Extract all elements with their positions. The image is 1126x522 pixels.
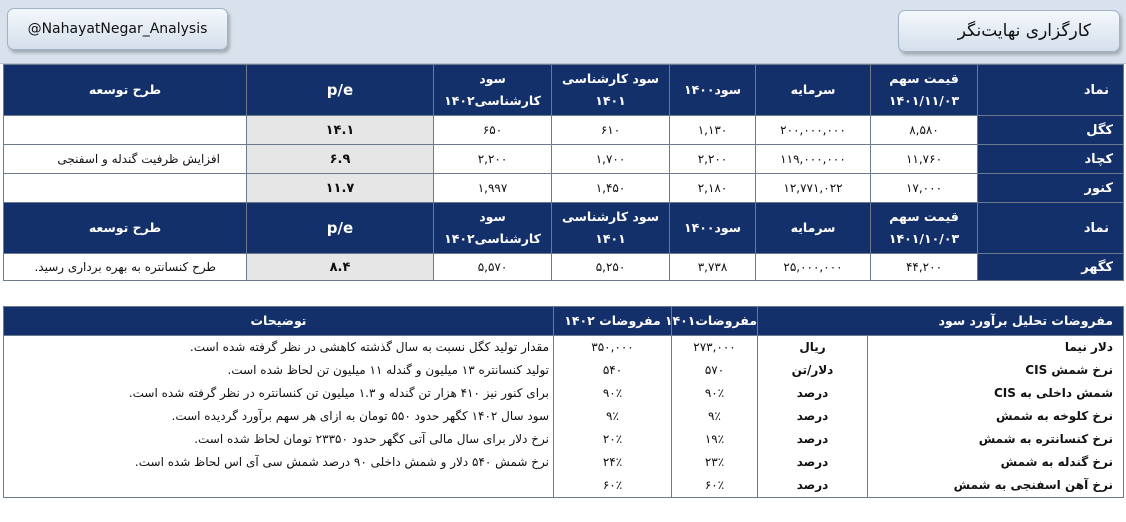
col-header-a1402: مفروضات ۱۴۰۲	[554, 307, 672, 336]
unit-cell: دلار/تن	[758, 359, 868, 382]
note-cell: مقدار تولید کگل نسبت به سال گذشته کاهشی در نظر گرفته شده است.	[4, 336, 554, 359]
note-cell: تولید کنسانتره ۱۳ میلیون و گندله ۱۱ میلیون تن لحاظ شده است.	[4, 359, 554, 382]
price-cell: ۴۴,۲۰۰	[871, 254, 978, 281]
assumption-label: نرخ کلوخه به شمش	[868, 405, 1124, 428]
title-bar	[0, 0, 1126, 64]
note-cell	[4, 474, 554, 498]
unit-cell: درصد	[758, 474, 868, 498]
price-cell: ۸,۵۸۰	[871, 116, 978, 145]
col-header-capital: سرمایه	[756, 203, 871, 254]
e1401-cell: ۵,۲۵۰	[552, 254, 670, 281]
table-row	[4, 428, 1124, 451]
pe-cell: ۱۴.۱	[247, 116, 434, 145]
plan-cell: طرح کنسانتره به بهره برداری رسید.	[4, 254, 247, 281]
unit-cell: درصد	[758, 382, 868, 405]
p1400-cell: ۱,۱۳۰	[670, 116, 756, 145]
v1402-cell: ۲۴٪	[554, 451, 672, 474]
assumption-label: دلار نیما	[868, 336, 1124, 359]
note-cell: نرخ شمش ۵۴۰ دلار و شمش داخلی ۹۰ درصد شمش سی آی اس لحاظ شده است.	[4, 451, 554, 474]
col-header-expert1401: سود کارشناسی ۱۴۰۱	[552, 203, 670, 254]
assumption-label: شمش داخلی به CIS	[868, 382, 1124, 405]
v1401-cell: ۵۷۰	[672, 359, 758, 382]
price-cell: ۱۱,۷۶۰	[871, 145, 978, 174]
assumption-label: نرخ آهن اسفنجی به شمش	[868, 474, 1124, 498]
note-cell: سود سال ۱۴۰۲ کگهر حدود ۵۵۰ تومان به ازای هر سهم برآورد گردیده است.	[4, 405, 554, 428]
note-cell: برای کنور نیز ۴۱۰ هزار تن گندله و ۱.۳ میلیون تن کنسانتره در نظر گرفته شده است.	[4, 382, 554, 405]
v1402-cell: ۵۴۰	[554, 359, 672, 382]
e1402-cell: ۱,۹۹۷	[434, 174, 552, 203]
v1402-cell: ۳۵۰,۰۰۰	[554, 336, 672, 359]
e1402-cell: ۶۵۰	[434, 116, 552, 145]
note-cell: نرخ دلار برای سال مالی آتی کگهر حدود ۲۳۳۵۰ تومان لحاظ شده است.	[4, 428, 554, 451]
table-row	[4, 405, 1124, 428]
col-header-plan: طرح توسعه	[4, 203, 247, 254]
p1400-cell: ۲,۲۰۰	[670, 145, 756, 174]
col-header-pe: p/e	[247, 203, 434, 254]
assumptions-header-row	[4, 307, 1124, 336]
unit-cell: درصد	[758, 428, 868, 451]
v1401-cell: ۲۳٪	[672, 451, 758, 474]
plan-cell	[4, 116, 247, 145]
agency-name: کارگزاری نهایت‌نگر	[957, 21, 1091, 41]
symbol-cell: کچاد	[978, 145, 1124, 174]
handle-text: @NahayatNegar_Analysis	[27, 21, 208, 37]
symbol-cell: کگل	[978, 116, 1124, 145]
table-row	[4, 174, 1124, 203]
col-header-a1401: مفروضات۱۴۰۱	[672, 307, 758, 336]
pe-cell: ۱۱.۷	[247, 174, 434, 203]
agency-badge	[898, 10, 1120, 52]
v1401-cell: ۹٪	[672, 405, 758, 428]
symbol-cell: کگهر	[978, 254, 1124, 281]
table-row	[4, 474, 1124, 498]
capital-cell: ۱۲,۷۷۱,۰۲۲	[756, 174, 871, 203]
assumptions-table	[3, 306, 1124, 498]
col-header-price: قیمت سهم ۱۴۰۱/۱۰/۰۳	[871, 203, 978, 254]
handle-badge	[7, 8, 228, 50]
col-header-expert1402: سود کارشناسی۱۴۰۲	[434, 203, 552, 254]
plan-cell: افزایش ظرفیت گندله و اسفنجی	[4, 145, 247, 174]
pe-cell: ۸.۴	[247, 254, 434, 281]
table-row	[4, 116, 1124, 145]
e1401-cell: ۱,۷۰۰	[552, 145, 670, 174]
valuation-table	[3, 64, 1124, 281]
e1402-cell: ۲,۲۰۰	[434, 145, 552, 174]
assumption-label: نرخ کنسانتره به شمش	[868, 428, 1124, 451]
col-header-expert1402: سود کارشناسی۱۴۰۲	[434, 65, 552, 116]
col-header-notes: توضیحات	[4, 307, 554, 336]
v1402-cell: ۲۰٪	[554, 428, 672, 451]
col-header-profit1400: سود۱۴۰۰	[670, 203, 756, 254]
col-header-capital: سرمایه	[756, 65, 871, 116]
col-header-profit1400: سود۱۴۰۰	[670, 65, 756, 116]
col-header-plan: طرح توسعه	[4, 65, 247, 116]
header-row-2	[4, 203, 1124, 254]
col-header-assumptions: مفروضات تحلیل برآورد سود	[758, 307, 1124, 336]
p1400-cell: ۲,۱۸۰	[670, 174, 756, 203]
table-row	[4, 254, 1124, 281]
v1401-cell: ۶۰٪	[672, 474, 758, 498]
price-cell: ۱۷,۰۰۰	[871, 174, 978, 203]
capital-cell: ۲۰۰,۰۰۰,۰۰۰	[756, 116, 871, 145]
col-header-symbol: نماد	[978, 65, 1124, 116]
assumption-label: نرخ شمش CIS	[868, 359, 1124, 382]
col-header-symbol: نماد	[978, 203, 1124, 254]
v1401-cell: ۹۰٪	[672, 382, 758, 405]
assumption-label: نرخ گندله به شمش	[868, 451, 1124, 474]
capital-cell: ۲۵,۰۰۰,۰۰۰	[756, 254, 871, 281]
col-header-pe: p/e	[247, 65, 434, 116]
e1401-cell: ۱,۴۵۰	[552, 174, 670, 203]
unit-cell: درصد	[758, 405, 868, 428]
v1401-cell: ۲۷۳,۰۰۰	[672, 336, 758, 359]
e1402-cell: ۵,۵۷۰	[434, 254, 552, 281]
symbol-cell: کنور	[978, 174, 1124, 203]
e1401-cell: ۶۱۰	[552, 116, 670, 145]
table-row	[4, 382, 1124, 405]
unit-cell: درصد	[758, 451, 868, 474]
col-header-price: قیمت سهم ۱۴۰۱/۱۱/۰۳	[871, 65, 978, 116]
table-row	[4, 145, 1124, 174]
v1402-cell: ۹۰٪	[554, 382, 672, 405]
v1402-cell: ۶۰٪	[554, 474, 672, 498]
table-row	[4, 451, 1124, 474]
unit-cell: ریال	[758, 336, 868, 359]
v1402-cell: ۹٪	[554, 405, 672, 428]
pe-cell: ۶.۹	[247, 145, 434, 174]
table-row	[4, 359, 1124, 382]
plan-cell	[4, 174, 247, 203]
v1401-cell: ۱۹٪	[672, 428, 758, 451]
p1400-cell: ۳,۷۳۸	[670, 254, 756, 281]
table-row	[4, 336, 1124, 359]
capital-cell: ۱۱۹,۰۰۰,۰۰۰	[756, 145, 871, 174]
col-header-expert1401: سود کارشناسی ۱۴۰۱	[552, 65, 670, 116]
header-row-1	[4, 65, 1124, 116]
